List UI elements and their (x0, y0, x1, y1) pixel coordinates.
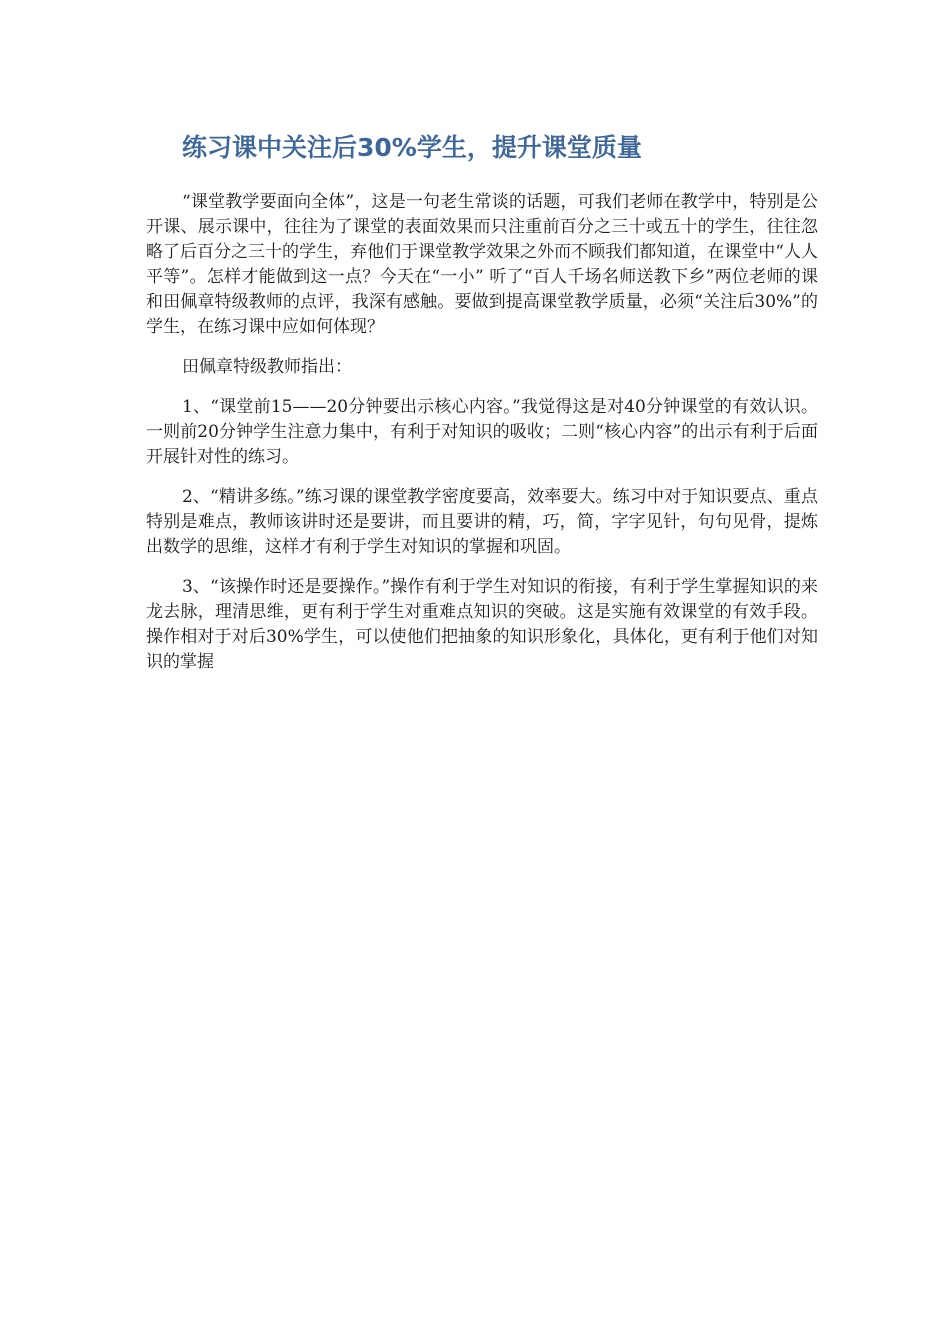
point-2-paragraph: 2、“精讲多练。”练习课的课堂教学密度要高，效率要大。练习中对于知识要点、重点特别是难点，教师该讲时还是要讲，而且要讲的精，巧，简，字字见针，句句见骨，提炼出数学的思维，这样才有利于学生对知识的掌握和巩固。 (146, 487, 818, 557)
intro-paragraph: “课堂教学要面向全体”，这是一句老生常谈的话题，可我们老师在教学中，特别是公开课、展示课中，往往为了课堂的表面效果而只注重前百分之三十或五十的学生，往往忽略了后百分之三十的学生，弃他们于课堂教学效果之外而不顾我们都知道，在课堂中“人人平等”。怎样才能做到这一点？今天在“一小” 听了“百人千场名师送教下乡”两位老师的课和田佩章特级教师的点评，我深有感触。要做到提高课堂教学质量，必须“关注后30%”的学生，在练习课中应如何体现？ (146, 192, 818, 337)
point-1-paragraph: 1、“课堂前15——20分钟要出示核心内容。”我觉得这是对40分钟课堂的有效认识。一则前20分钟学生注意力集中，有利于对知识的吸收；二则“核心内容”的出示有利于后面开展针对性的练习。 (146, 397, 818, 467)
document-body (146, 128, 818, 690)
document-title: 练习课中关注后30%学生，提升课堂质量 (182, 133, 642, 162)
point-3-paragraph: 3、“该操作时还是要操作。”操作有利于学生对知识的衔接，有利于学生掌握知识的来龙去脉，理清思维，更有利于学生对重难点知识的突破。这是实施有效课堂的有效手段。操作相对于对后30%学生，可以使他们把抽象的知识形象化，具体化，更有利于他们对知识的掌握 (146, 577, 818, 672)
lead-in-paragraph: 田佩章特级教师指出： (182, 357, 352, 377)
